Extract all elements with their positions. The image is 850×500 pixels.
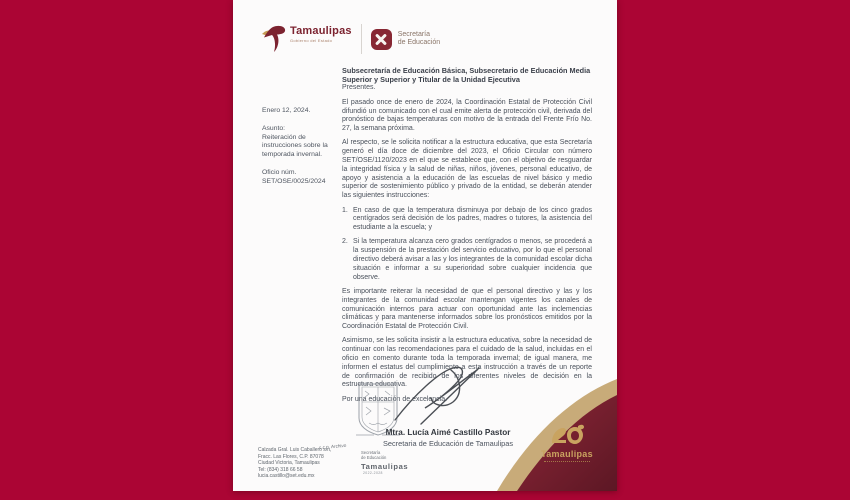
oficio-number: SET/OSE/0025/2024: [262, 177, 326, 185]
subject-label: Asunto:: [262, 124, 286, 132]
letter-meta-column: [262, 107, 344, 196]
paragraph-4: Asimismo, se les solicita insistir a la estructura educativa, sobre la necesidad de continuar con las recomendaciones para el cuidado de la salud, incluidas en el oficio en comento durante toda la temporada invernal; de igual manera, me informen el estatus del cumplimiento a esta instrucción a través de un reporte de confirmación de recibido de los diferentes niveles de decisión en la estructura educativa.: [342, 337, 592, 389]
list-item: [342, 238, 592, 282]
se-logo-line1: Secretaría: [397, 31, 431, 38]
corner-tamaulipas-logo: [531, 424, 603, 463]
tamaulipas-logo-subtitle: Gobierno del Estado: [290, 38, 333, 43]
paragraph-2: Al respecto, se le solicita notificar a la estructura educativa, que esta Secretaría generó el día doce de diciembre del 2023, el Oficio Circular con número SET/OSE/1120/2023 en el que se establece que, con el objetivo de resguardar la integridad física y la salud de niñas, niños, jóvenes, personal educativo, de apoyo y asistencia a la educación de las escuelas de nivel básico y medio superior de sostenimiento público y privado de la entidad, se deberán atender las siguientes instrucciones:: [342, 139, 592, 200]
address-line: Ciudad Victoria, Tamaulipas: [258, 460, 320, 467]
letterhead: [261, 24, 440, 54]
tamaulipas-wordmark: Tamaulipas: [290, 25, 352, 37]
tamaulipas-bird-icon: [261, 25, 287, 53]
instructions-list: [342, 207, 592, 283]
subject-text: Reiteración de instrucciones sobre la temporada invernal.: [262, 133, 328, 159]
closing-motto: Por una educación de excelencia.: [342, 395, 448, 403]
logo-divider: [361, 24, 362, 54]
corner-brand-text: Tamaulipas: [541, 449, 593, 459]
recipient-heading: Subsecretaría de Educación Básica, Subsecretario de Educación Media Superior y Superior y Titular de la Unidad Ejecutiva: [342, 66, 591, 84]
crossed-pencils-icon: [371, 29, 392, 50]
address-line: Tel: (834) 318 66 58: [258, 466, 303, 473]
address-line: Calzada Gral. Luis Caballero s/n,: [258, 447, 332, 453]
signer-title: Secretaria de Educación de Tamaulipas: [382, 439, 514, 448]
signer-name: Mtra. Lucía Aimé Castillo Pastor: [385, 428, 511, 437]
se-logo-line2: de Educación: [397, 39, 441, 46]
paragraph-3: Es importante reiterar la necesidad de que el personal directivo y las y los integrantes de la comunidad escolar mantengan vigentes los canales de comunicación internos para actuar con oportunidad ante las inclemencias climáticas y para mantenerse informados sobre los pronósticos emitidos por la Coordinación Estatal de Protección Civil.: [342, 287, 592, 331]
secretaria-educacion-logo: [371, 29, 440, 50]
letter-page: [233, 0, 617, 491]
secretaria-educacion-logo-text: [398, 31, 440, 47]
list-item: [342, 207, 592, 233]
recipient-salutation: Presentes.: [342, 84, 376, 91]
list-item-number: 2.: [342, 238, 348, 246]
list-item-text: En caso de que la temperatura disminuya por debajo de los cinco grados centígrados será decisión de los padres, madres o tutores, la asistencia del estudiante a la escuela; y: [353, 206, 592, 232]
tamaulipas-logo-text: [290, 25, 352, 43]
list-item-text: Si la temperatura alcanza cero grados centígrados o menos, se procederá a la suspensión de la prestación del servicio educativo, por lo que el personal directivo deberá avisar a las y los integrantes de la comunidad escolar dicha situación e informar a su superioridad sobre cualquier incidencia que observe.: [353, 238, 592, 281]
footer-address: [258, 447, 331, 480]
tamaulipas-logo: [261, 25, 352, 53]
stamp-period: 2022-2028: [363, 470, 383, 475]
stamp-line1: Secretaría: [361, 450, 381, 455]
official-stamp: [361, 451, 408, 475]
oficio-label: Oficio núm.: [262, 168, 297, 176]
letter-subject: [262, 125, 344, 160]
address-line: lucia.castillo@set.edu.mx: [258, 473, 315, 480]
ccp-note: c.c.p. Archivo: [318, 442, 347, 451]
corner-bird-20-icon: [550, 424, 584, 446]
corner-brand-underline: [544, 461, 590, 463]
letter-body-column: [342, 66, 592, 405]
letter-date: Enero 12, 2024.: [262, 107, 311, 114]
oficio-number-block: [262, 169, 344, 187]
list-item-number: 1.: [342, 206, 348, 214]
stamp-line2: de Educación: [361, 454, 387, 460]
stamp-brand: Tamaulipas: [361, 461, 409, 471]
paragraph-1: El pasado once de enero de 2024, la Coordinación Estatal de Protección Civil difundió un comunicado con el cual emite alerta de protección civil, derivada del pronóstico de bajas temperaturas con motivo de la entrada del Frente Frío No. 27, la semana próxima.: [342, 98, 592, 133]
address-line: Fracc. Las Flores, C.P. 87078: [258, 453, 324, 460]
